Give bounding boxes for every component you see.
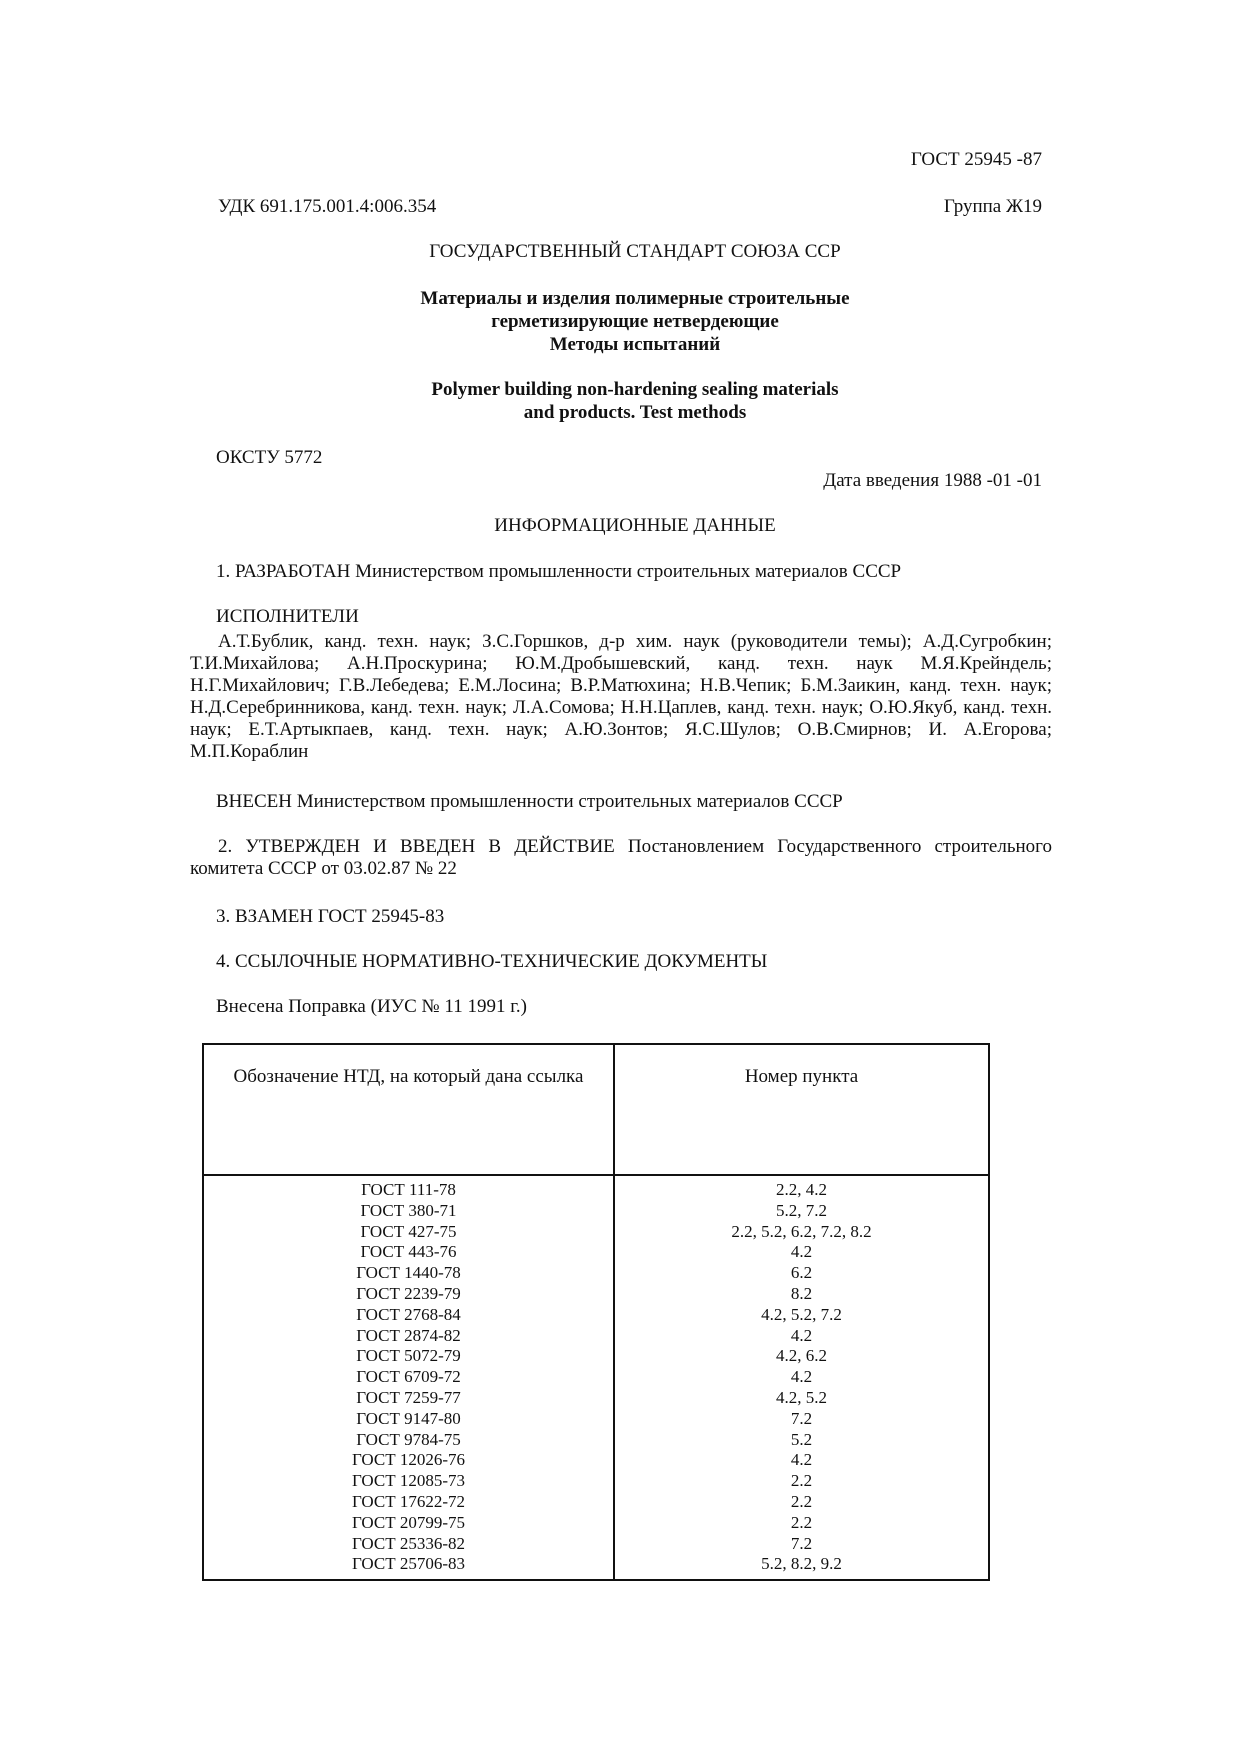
table-cell-document: ГОСТ 2239-79 (356, 1283, 461, 1303)
column-header-document: Обозначение НТД, на который дана ссылка (203, 1044, 614, 1175)
table-cell-document: ГОСТ 443-76 (360, 1242, 457, 1262)
info-heading: ИНФОРМАЦИОННЫЕ ДАННЫЕ (494, 515, 776, 536)
table-cell-document: ГОСТ 12026-76 (351, 1450, 466, 1470)
table-cell-item-number: 7.2 (790, 1408, 813, 1428)
okstu-code: ОКСТУ 5772 (216, 447, 323, 468)
table-cell-document: ГОСТ 25336-82 (351, 1533, 466, 1553)
table-cell-item-number: 5.2 (790, 1429, 813, 1449)
amendment-note: Внесена Поправка (ИУС № 11 1991 г.) (216, 996, 527, 1017)
item-2-approved: 2. УТВЕРЖДЕН И ВВЕДЕН В ДЕЙСТВИЕ Постановлением Государственного строительного комитета СССР от 03.02.87 № 22 (190, 836, 1052, 879)
table-cell-document: ГОСТ 5072-79 (356, 1346, 461, 1366)
table-cell-item-number: 2.2 (790, 1471, 813, 1491)
column-header-item-number: Номер пункта (614, 1044, 989, 1175)
table-cell-document: ГОСТ 6709-72 (356, 1367, 461, 1387)
table-cell-item-number: 4.2 (790, 1367, 813, 1387)
table-header-row (203, 1044, 989, 1175)
table-cell-item-number: 2.2, 5.2, 6.2, 7.2, 8.2 (731, 1221, 872, 1241)
table-body-row (203, 1175, 989, 1580)
table-cell-document: ГОСТ 2874-82 (356, 1325, 461, 1345)
title-ru-line3: Методы испытаний (549, 334, 721, 355)
table-cell-item-number: 4.2, 5.2 (776, 1387, 827, 1407)
table-cell-item-number: 4.2 (790, 1450, 813, 1470)
title-ru-line2: герметизирующие нетвердеющие (491, 311, 779, 332)
table-cell-document: ГОСТ 17622-72 (351, 1491, 466, 1511)
introduced-by: ВНЕСЕН Министерством промышленности строительных материалов СССР (216, 791, 843, 812)
table-cell-document: ГОСТ 9147-80 (356, 1408, 461, 1428)
table-cell-item-number: 4.2, 5.2, 7.2 (761, 1304, 842, 1324)
table-cell-item-number: 5.2, 8.2, 9.2 (761, 1554, 842, 1574)
item-1-developed: 1. РАЗРАБОТАН Министерством промышленности строительных материалов СССР (216, 561, 902, 582)
title-ru (190, 287, 1080, 356)
group-code: Группа Ж19 (943, 196, 1042, 217)
udk-code: УДК 691.175.001.4:006.354 (218, 196, 437, 217)
table-cell-document: ГОСТ 380-71 (360, 1200, 457, 1220)
table-cell-item-number: 4.2 (790, 1325, 813, 1345)
executors-heading: ИСПОЛНИТЕЛИ (216, 606, 359, 627)
reference-documents-table (202, 1043, 990, 1581)
table-cell-document: ГОСТ 7259-77 (356, 1387, 461, 1407)
intro-date: Дата введения 1988 -01 -01 (823, 470, 1042, 491)
table-cell-item-number: 2.2, 4.2 (776, 1180, 827, 1199)
doc-number: ГОСТ 25945 -87 (910, 149, 1042, 170)
standard-title: ГОСУДАРСТВЕННЫЙ СТАНДАРТ СОЮЗА ССР (429, 241, 841, 262)
table-cell-item-number: 5.2, 7.2 (776, 1200, 827, 1220)
table-cell-document: ГОСТ 111-78 (361, 1180, 456, 1199)
table-cell-document: ГОСТ 427-75 (360, 1221, 457, 1241)
table-cell-document: ГОСТ 1440-78 (356, 1263, 461, 1283)
title-ru-line1: Материалы и изделия полимерные строительные (420, 288, 850, 309)
table-cell-document: ГОСТ 25706-83 (351, 1554, 466, 1574)
table-cell-item-number: 2.2 (790, 1512, 813, 1532)
item-3-replaces: 3. ВЗАМЕН ГОСТ 25945-83 (216, 906, 445, 927)
table-cell-item-number: 2.2 (790, 1491, 813, 1511)
title-en (190, 378, 1080, 424)
table-cell-document: ГОСТ 20799-75 (351, 1512, 466, 1532)
table-cell-item-number: 6.2 (790, 1263, 813, 1283)
document-column (203, 1175, 614, 1580)
item-number-column (614, 1175, 989, 1580)
title-en-line2: and products. Test methods (523, 402, 747, 423)
table-cell-item-number: 7.2 (790, 1533, 813, 1553)
item-4-references: 4. ССЫЛОЧНЫЕ НОРМАТИВНО-ТЕХНИЧЕСКИЕ ДОКУМЕНТЫ (216, 951, 768, 972)
table-cell-document: ГОСТ 12085-73 (351, 1471, 466, 1491)
table-cell-item-number: 8.2 (790, 1283, 813, 1303)
title-en-line1: Polymer building non-hardening sealing materials (431, 379, 839, 400)
table-cell-document: ГОСТ 2768-84 (356, 1304, 461, 1324)
table-cell-item-number: 4.2 (790, 1242, 813, 1262)
executors-list: А.Т.Бублик, канд. техн. наук; З.С.Горшков, д-р хим. наук (руководители темы); А.Д.Сугробкин; Т.И.Михайлова; А.Н.Проскурина; Ю.М.Дробышевский, канд. техн. наук М.Я.Крейндель; Н.Г.Михайлович; Г.В.Лебедева; Е.М.Лосина; В.Р.Матюхина; Н.В.Чепик; Б.М.Заикин, канд. техн. наук; Н.Д.Серебринникова, канд. техн. наук; Л.А.Сомова; Н.Н.Цаплев, канд. техн. наук; О.Ю.Якуб, канд. техн. наук; Е.Т.Артыкпаев, канд. техн. наук; А.Ю.Зонтов; Я.С.Шулов; О.В.Смирнов; И. А.Егорова; М.П.Кораблин (190, 631, 1052, 762)
table-cell-document: ГОСТ 9784-75 (356, 1429, 461, 1449)
table-cell-item-number: 4.2, 6.2 (776, 1346, 827, 1366)
